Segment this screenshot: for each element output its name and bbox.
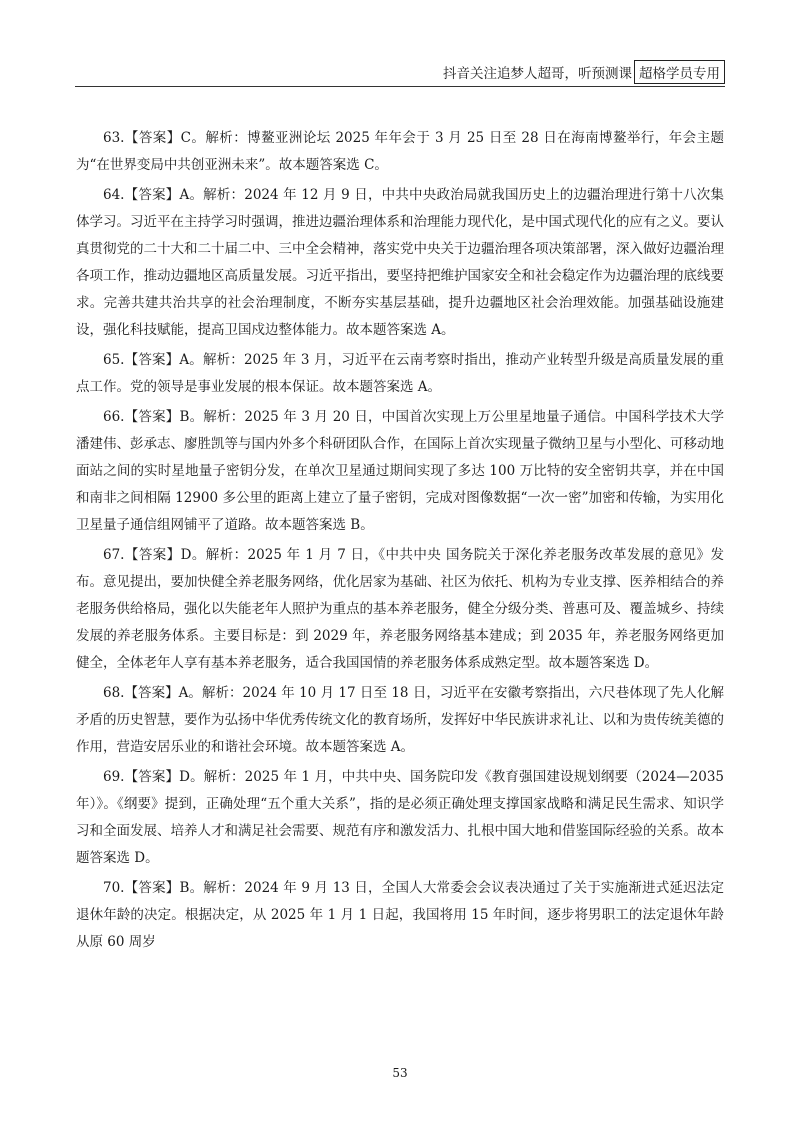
- answer-number: 70.: [103, 880, 125, 896]
- answer-text: B。解析：2024 年 9 月 13 日，全国人大常委会会议表决通过了关于实施渐进式延迟法定退休年龄的决定。根据决定，从 2025 年 1 月 1 日起，我国将用 15 年时间，逐步将男职工的法定退休年龄从原 60 周岁: [76, 880, 725, 950]
- answer-item: [76, 680, 724, 761]
- page-header: [443, 60, 725, 84]
- answer-text: A。解析：2025 年 3 月，习近平在云南考察时指出，推动产业转型升级是高质量发展的重点工作。党的领导是事业发展的根本保证。故本题答案选 A。: [76, 352, 724, 395]
- answer-tag: 【答案】: [124, 769, 180, 785]
- answer-tag: 【答案】: [124, 352, 180, 368]
- answer-number: 64.: [103, 187, 125, 203]
- answer-text: A。解析：2024 年 10 月 17 日至 18 日，习近平在安徽考察指出，六尺巷体现了先人化解矛盾的历史智慧，要作为弘扬中华优秀传统文化的教育场所，发挥好中华民族讲求礼让、以和为贵传统美德的作用，营造安居乐业的和谐社会环境。故本题答案选 A。: [76, 685, 724, 755]
- answer-item: [76, 764, 724, 872]
- answer-list: [76, 125, 724, 959]
- answer-number: 63.: [103, 130, 125, 146]
- answer-text: D。解析：2025 年 1 月，中共中央、国务院印发《教育强国建设规划纲要（2024—2035 年）》。《纲要》提到，正确处理“五个重大关系”，指的是必须正确处理支撑国家战略和满足民生需求、知识学习和全面发展、培养人才和满足社会需要、规范有序和激发活力、扎根中国大地和借鉴国际经验的关系。故本题答案选 D。: [76, 769, 725, 866]
- answer-text: B。解析：2025 年 3 月 20 日，中国首次实现上万公里星地量子通信。中国科学技术大学潘建伟、彭承志、廖胜凯等与国内外多个科研团队合作，在国际上首次实现量子微纳卫星与小型化、可移动地面站之间的实时星地量子密钥分发，在单次卫星通过期间实现了多达 100 万比特的安全密钥共享，并在中国和南非之间相隔 12900 多公里的距离上建立了量子密钥，完成对图像数据“一次一密”加密和传输，为实用化卫星量子通信组网铺平了道路。故本题答案选 B。: [76, 409, 725, 533]
- answer-text: D。解析：2025 年 1 月 7 日，《中共中央 国务院关于深化养老服务改革发展的意见》发布。意见提出，要加快健全养老服务网络，优化居家为基础、社区为依托、机构为专业支撑、医养相结合的养老服务供给格局，强化以失能老年人照护为重点的基本养老服务，健全分级分类、普惠可及、覆盖城乡、持续发展的养老服务体系。主要目标是：到 2029 年，养老服务网络基本建成；到 2035 年，养老服务网络更加健全，全体老年人享有基本养老服务，适合我国国情的养老服务体系成熟定型。故本题答案选 D。: [76, 547, 725, 671]
- answer-text: A。解析：2024 年 12 月 9 日，中共中央政治局就我国历史上的边疆治理进行第十八次集体学习。习近平在主持学习时强调，推进边疆治理体系和治理能力现代化，是中国式现代化的应有之义。要认真贯彻党的二十大和二十届二中、三中全会精神，落实党中央关于边疆治理各项决策部署，深入做好边疆治理各项工作，推动边疆地区高质量发展。习近平指出，要坚持把维护国家安全和社会稳定作为边疆治理的底线要求。完善共建共治共享的社会治理制度，不断夯实基层基础，提升边疆地区社会治理效能。加强基础设施建设，强化科技赋能，提高卫国戍边整体能力。故本题答案选 A。: [76, 187, 724, 338]
- answer-tag: 【答案】: [124, 547, 181, 563]
- header-divider: [75, 86, 725, 87]
- answer-text: C。解析：博鳌亚洲论坛 2025 年年会于 3 月 25 日至 28 日在海南博鳌举行，年会主题为“在世界变局中共创亚洲未来”。故本题答案选 C。: [76, 130, 725, 173]
- answer-item: [76, 182, 724, 344]
- answer-number: 67.: [103, 547, 125, 563]
- answer-tag: 【答案】: [124, 130, 181, 146]
- answer-item: [76, 875, 724, 956]
- answer-item: [76, 404, 724, 539]
- header-boxed-label: 超格学员专用: [634, 60, 725, 84]
- header-promo-text: 抖音关注追梦人超哥，听预测课: [443, 66, 632, 82]
- answer-tag: 【答案】: [124, 187, 180, 203]
- answer-item: [76, 347, 724, 401]
- answer-tag: 【答案】: [124, 685, 179, 701]
- answer-tag: 【答案】: [124, 409, 180, 425]
- page-number: 53: [392, 1066, 408, 1080]
- answer-item: [76, 125, 724, 179]
- answer-item: [76, 542, 724, 677]
- answer-number: 68.: [103, 685, 125, 701]
- answer-number: 65.: [103, 352, 125, 368]
- answer-tag: 【答案】: [124, 880, 180, 896]
- answer-number: 69.: [103, 769, 125, 785]
- answer-number: 66.: [103, 409, 125, 425]
